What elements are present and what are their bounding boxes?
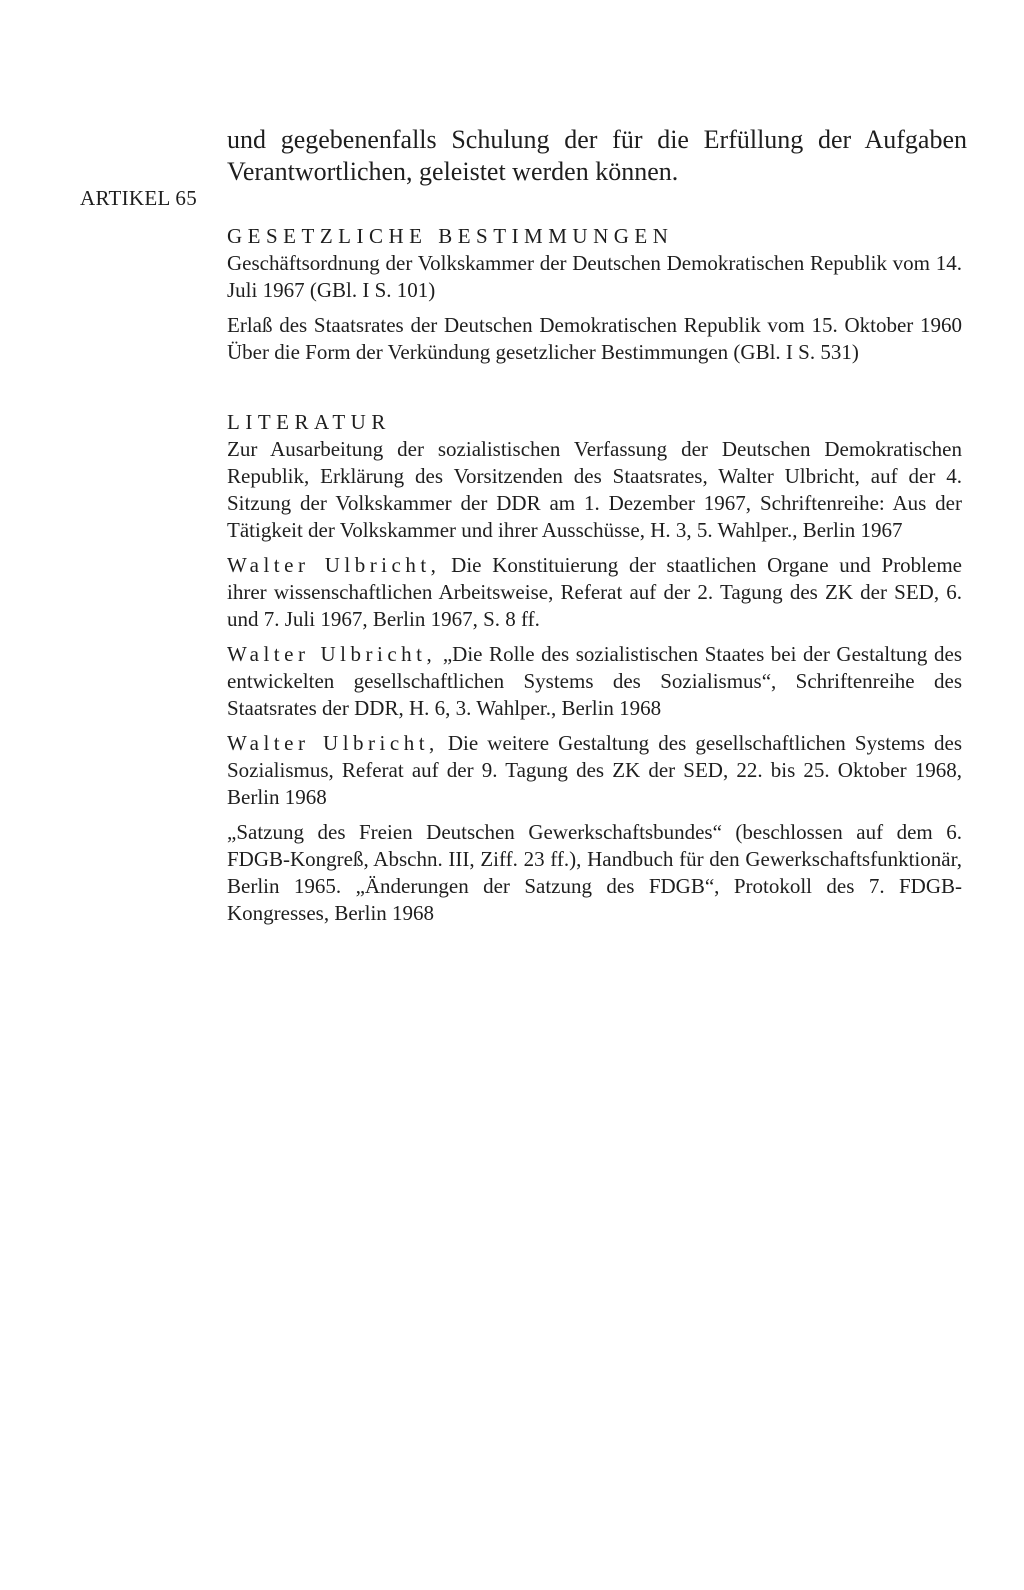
- citation-text: „Die Rolle des sozialistischen Staates bei der Gestaltung des entwickelten gesellschaftlichen Systems des Sozialismus“, Schriftenreihe des Staatsrates der DDR, H. 6, 3. Wahlper., Berlin 1968: [227, 642, 962, 720]
- heading-gesetzliche-bestimmungen: GESETZLICHE BESTIMMUNGEN: [227, 224, 674, 248]
- continuation-line-2: Verantwortlichen, geleistet werden können.: [227, 157, 679, 186]
- heading-literatur: LITERATUR: [227, 410, 391, 434]
- author-name: Walter Ulbricht,: [227, 642, 437, 666]
- author-name: Walter Ulbricht,: [227, 731, 439, 755]
- continuation-paragraph: [227, 124, 967, 188]
- law-entry-2: Erlaß des Staatsrates der Deutschen Demokratischen Republik vom 15. Oktober 1960 Über die Form der Verkündung gesetzlicher Bestimmungen (GBl. I S. 531): [227, 313, 962, 364]
- citation-text: Die Konstituierung der staatlichen Organe und Probleme ihrer wissenschaftlichen Arbeitsweise, Referat auf der 2. Tagung des ZK der SED, 6. und 7. Juli 1967, Berlin 1967, S. 8 ff.: [227, 553, 962, 631]
- law-entry-1: Geschäftsordnung der Volkskammer der Deutschen Demokratischen Republik vom 14. Juli 1967 (GBl. I S. 101): [227, 251, 962, 302]
- literature-entry-5: „Satzung des Freien Deutschen Gewerkschaftsbundes“ (beschlossen auf dem 6. FDGB-Kongreß, Abschn. III, Ziff. 23 ff.), Handbuch für den Gewerkschaftsfunktionär, Berlin 1965. „Änderungen der Satzung des FDGB“, Protokoll des 7. FDGB-Kongresses, Berlin 1968: [227, 820, 962, 925]
- continuation-line-1: und gegebenenfalls Schulung der für die Erfüllung der Aufgaben: [227, 125, 967, 154]
- literature-entry-3: [227, 641, 962, 722]
- section-gap: [227, 374, 962, 408]
- literature-entry-1: Zur Ausarbeitung der sozialistischen Verfassung der Deutschen Demokratischen Republik, Erklärung des Vorsitzenden des Staatsrates, Walter Ulbricht, auf der 4. Sitzung der Volkskammer der DDR am 1. Dezember 1967, Schriftenreihe: Aus der Tätigkeit der Volkskammer und ihrer Ausschüsse, H. 3, 5. Wahlper., Berlin 1967: [227, 437, 962, 542]
- citation-text: Die weitere Gestaltung des gesellschaftlichen Systems des Sozialismus, Referat auf der 9. Tagung des ZK der SED, 22. bis 25. Oktober 1968, Berlin 1968: [227, 731, 962, 809]
- literature-entry-4: [227, 730, 962, 811]
- article-label: ARTIKEL 65: [80, 186, 198, 210]
- literature-entry-2: [227, 552, 962, 633]
- references-section: [227, 222, 962, 935]
- author-name: Walter Ulbricht,: [227, 553, 441, 577]
